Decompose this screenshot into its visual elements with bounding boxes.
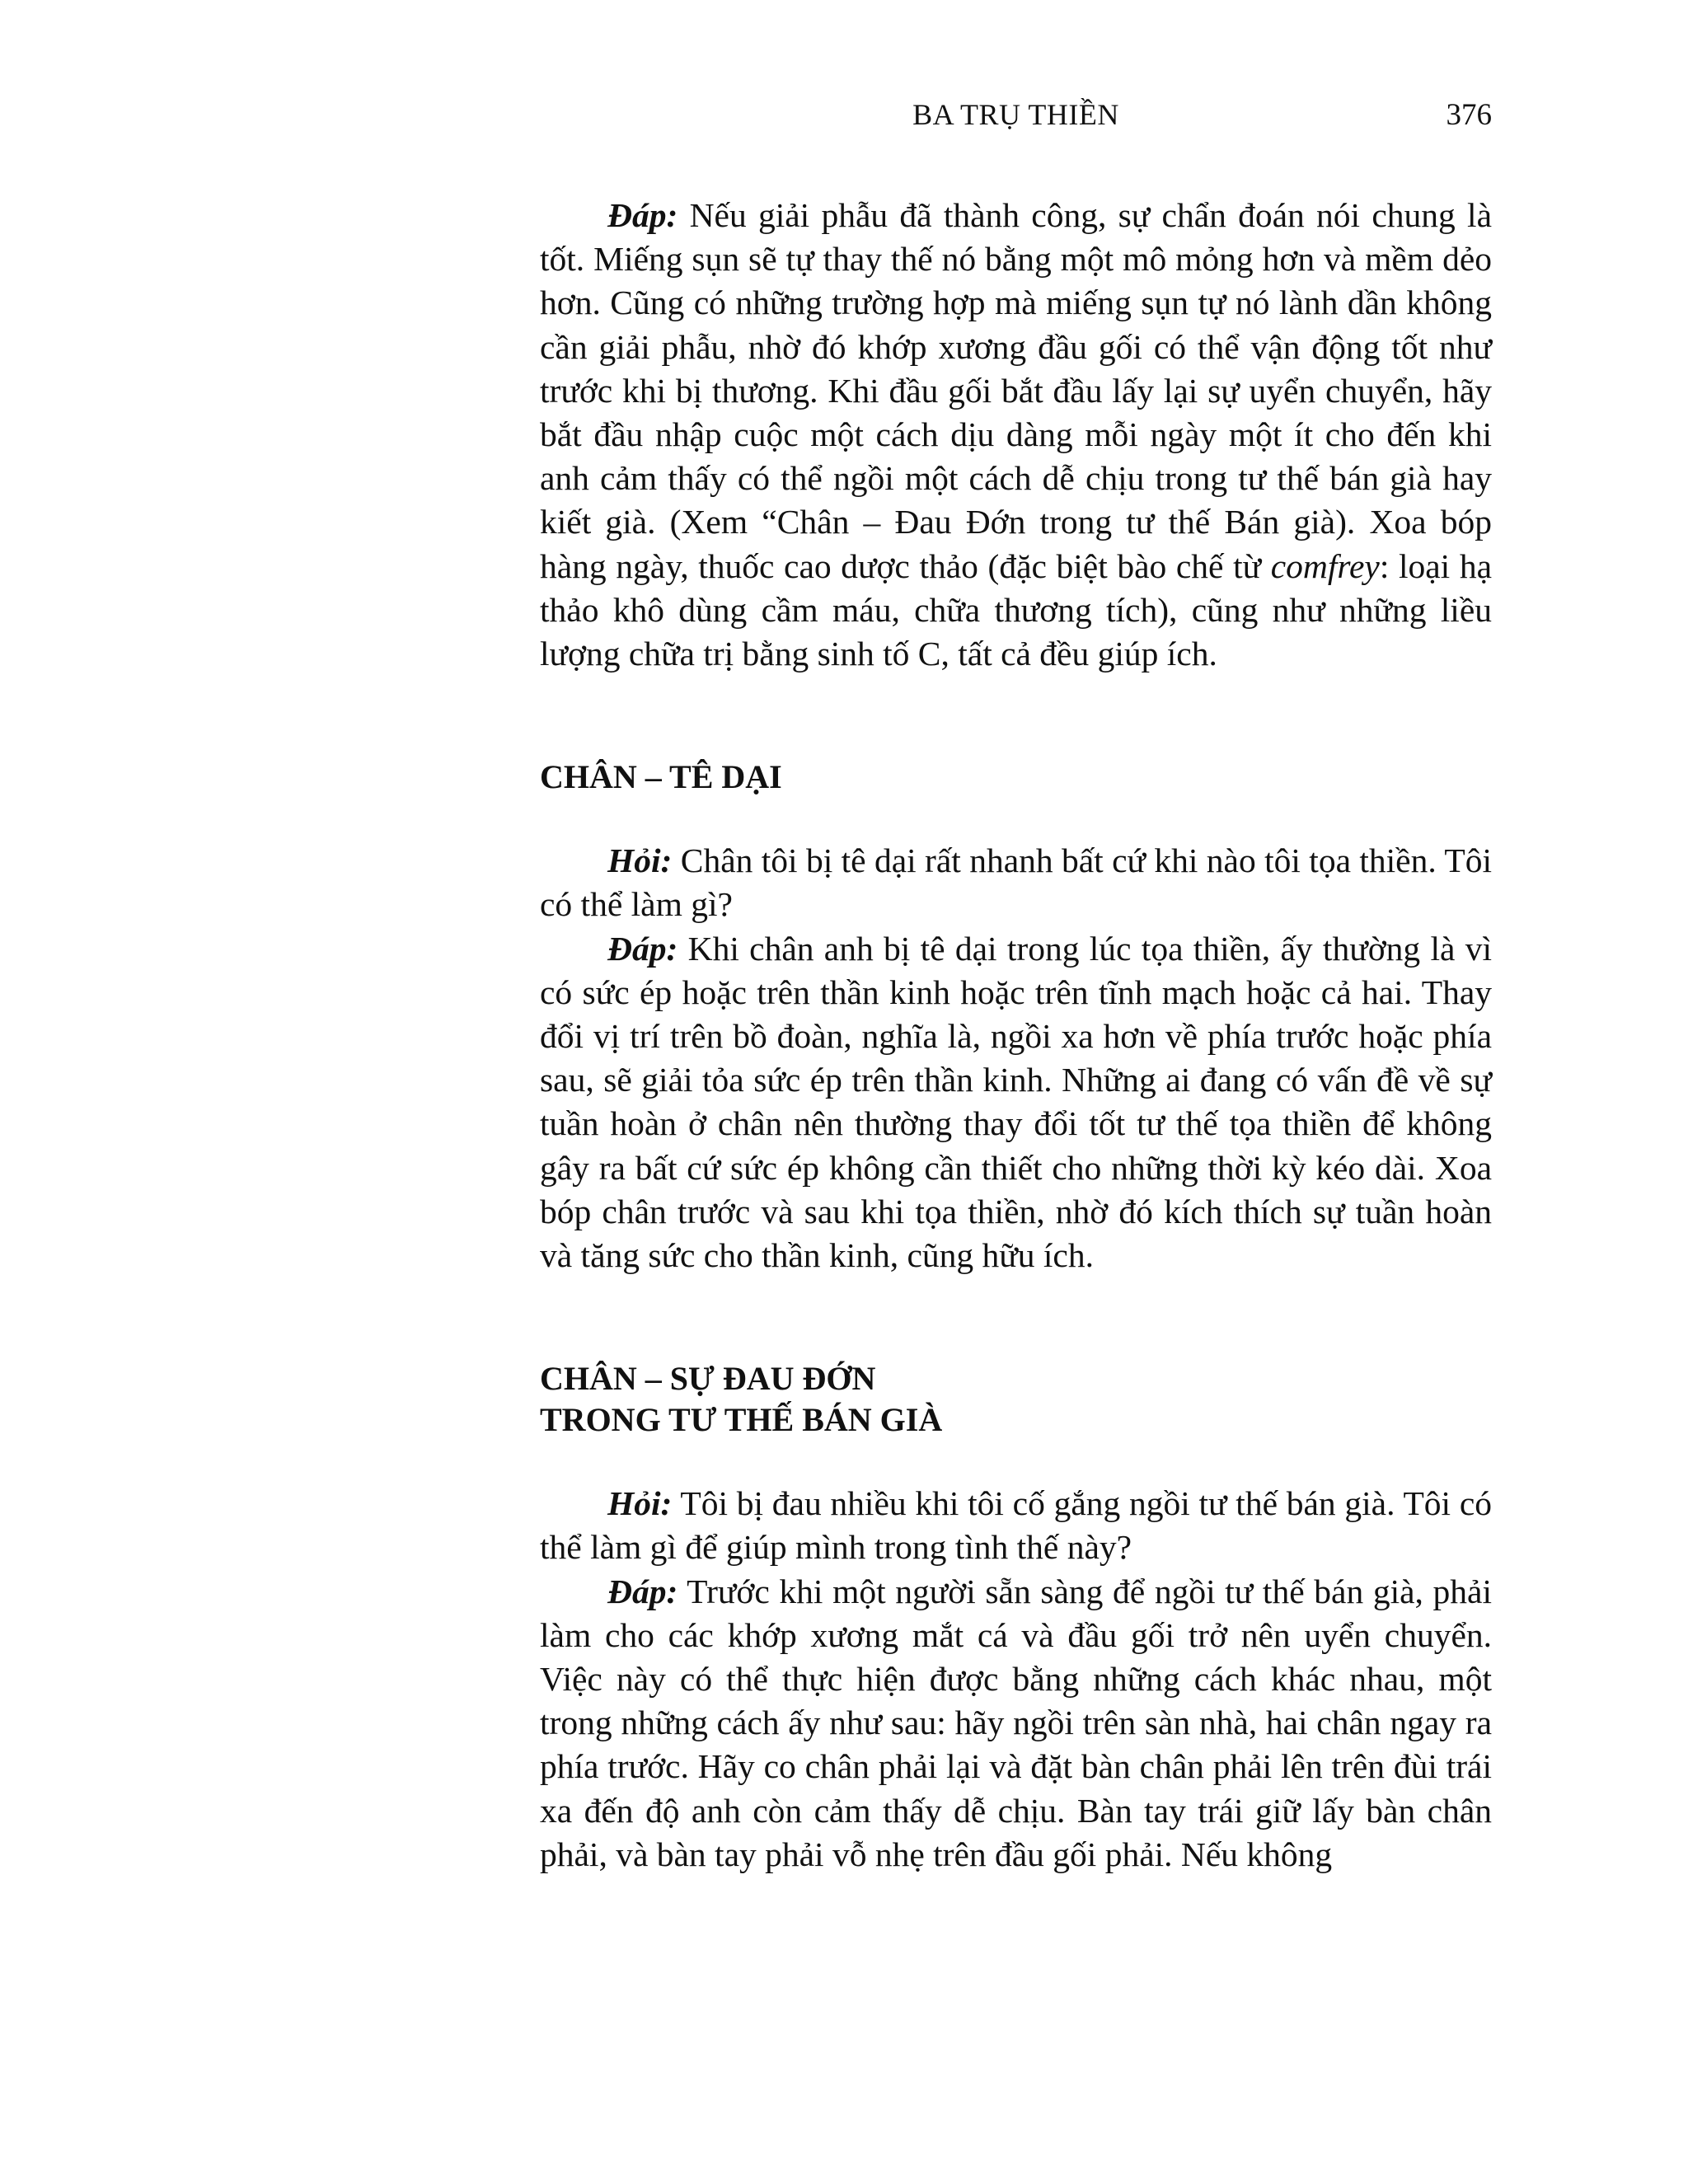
section-heading-numbness: CHÂN – TÊ DẠI xyxy=(540,758,782,796)
question-label: Hỏi: xyxy=(607,841,673,880)
intro-answer-paragraph xyxy=(540,194,1492,676)
italic-term: comfrey xyxy=(1270,546,1380,585)
section-heading-pain xyxy=(540,1358,1492,1441)
question-text: Chân tôi bị tê dại rất nhanh bất cứ khi nào tôi tọa thiền. Tôi có thể làm gì? xyxy=(540,841,1492,924)
pain-question-paragraph xyxy=(540,1482,1492,1569)
answer-text-part-2: : loại hạ thảo khô dùng cầm máu, chữa thương tích), cũng như những liều lượng chữa trị bằng sinh tố C, tất cả đều giúp ích. xyxy=(540,546,1492,673)
answer-label: Đáp: xyxy=(607,196,678,234)
numbness-answer-paragraph xyxy=(540,927,1492,1278)
answer-text: Khi chân anh bị tê dại trong lúc tọa thiền, ấy thường là vì có sức ép hoặc trên thần kinh hoặc trên tĩnh mạch hoặc cả hai. Thay đổi vị trí trên bồ đoàn, nghĩa là, ngồi xa hơn về phía trước hoặc phía sau, sẽ giải tỏa sức ép trên thần kinh. Những ai đang có vấn đề về sự tuần hoàn ở chân nên thường thay đổi tốt tư thế tọa thiền để không gây ra bất cứ sức ép không cần thiết cho những thời kỳ kéo dài. Xoa bóp chân trước và sau khi tọa thiền, nhờ đó kích thích sự tuần hoàn và tăng sức cho thần kinh, cũng hữu ích. xyxy=(540,929,1492,1275)
body-text xyxy=(540,194,1492,1877)
answer-text-part-1: Nếu giải phẫu đã thành công, sự chẩn đoán nói chung là tốt. Miếng sụn sẽ tự thay thế nó bằng một mô mỏng hơn và mềm dẻo hơn. Cũng có những trường hợp mà miếng sụn tự nó lành dần không cần giải phẫu, nhờ đó khớp xương đầu gối có thể vận động tốt như trước khi bị thương. Khi đầu gối bắt đầu lấy lại sự uyển chuyển, hãy bắt đầu nhập cuộc một cách dịu dàng mỗi ngày một ít cho đến khi anh cảm thấy có thể ngồi một cách dễ chịu trong tư thế bán già hay kiết già. (Xem “Chân – Đau Đớn trong tư thế Bán già). Xoa bóp hàng ngày, thuốc cao dược thảo (đặc biệt bào chế từ xyxy=(540,196,1492,585)
answer-text: Trước khi một người sẵn sàng để ngồi tư thế bán già, phải làm cho các khớp xương mắt cá và đầu gối trở nên uyển chuyển. Việc này có thể thực hiện được bằng những cách khác nhau, một trong những cách ấy như sau: hãy ngồi trên sàn nhà, hai chân ngay ra phía trước. Hãy co chân phải lại và đặt bàn chân phải lên trên đùi trái xa đến độ anh còn cảm thấy dễ chịu. Bàn tay trái giữ lấy bàn chân phải, và bàn tay phải vỗ nhẹ trên đầu gối phải. Nếu không xyxy=(540,1572,1492,1873)
heading-line-2: TRONG TƯ THẾ BÁN GIÀ xyxy=(540,1401,943,1439)
answer-label: Đáp: xyxy=(607,1572,678,1610)
running-header xyxy=(540,97,1492,138)
running-title: BA TRỤ THIỀN xyxy=(912,98,1119,131)
page-number: 376 xyxy=(1446,98,1492,132)
answer-label: Đáp: xyxy=(607,929,678,968)
question-text: Tôi bị đau nhiều khi tôi cố gắng ngồi tư thế bán già. Tôi có thể làm gì để giúp mình trong tình thế này? xyxy=(540,1484,1492,1567)
question-label: Hỏi: xyxy=(607,1484,673,1523)
numbness-question-paragraph xyxy=(540,839,1492,926)
heading-line-1: CHÂN – SỰ ĐAU ĐỚN xyxy=(540,1360,876,1398)
pain-answer-paragraph xyxy=(540,1570,1492,1877)
